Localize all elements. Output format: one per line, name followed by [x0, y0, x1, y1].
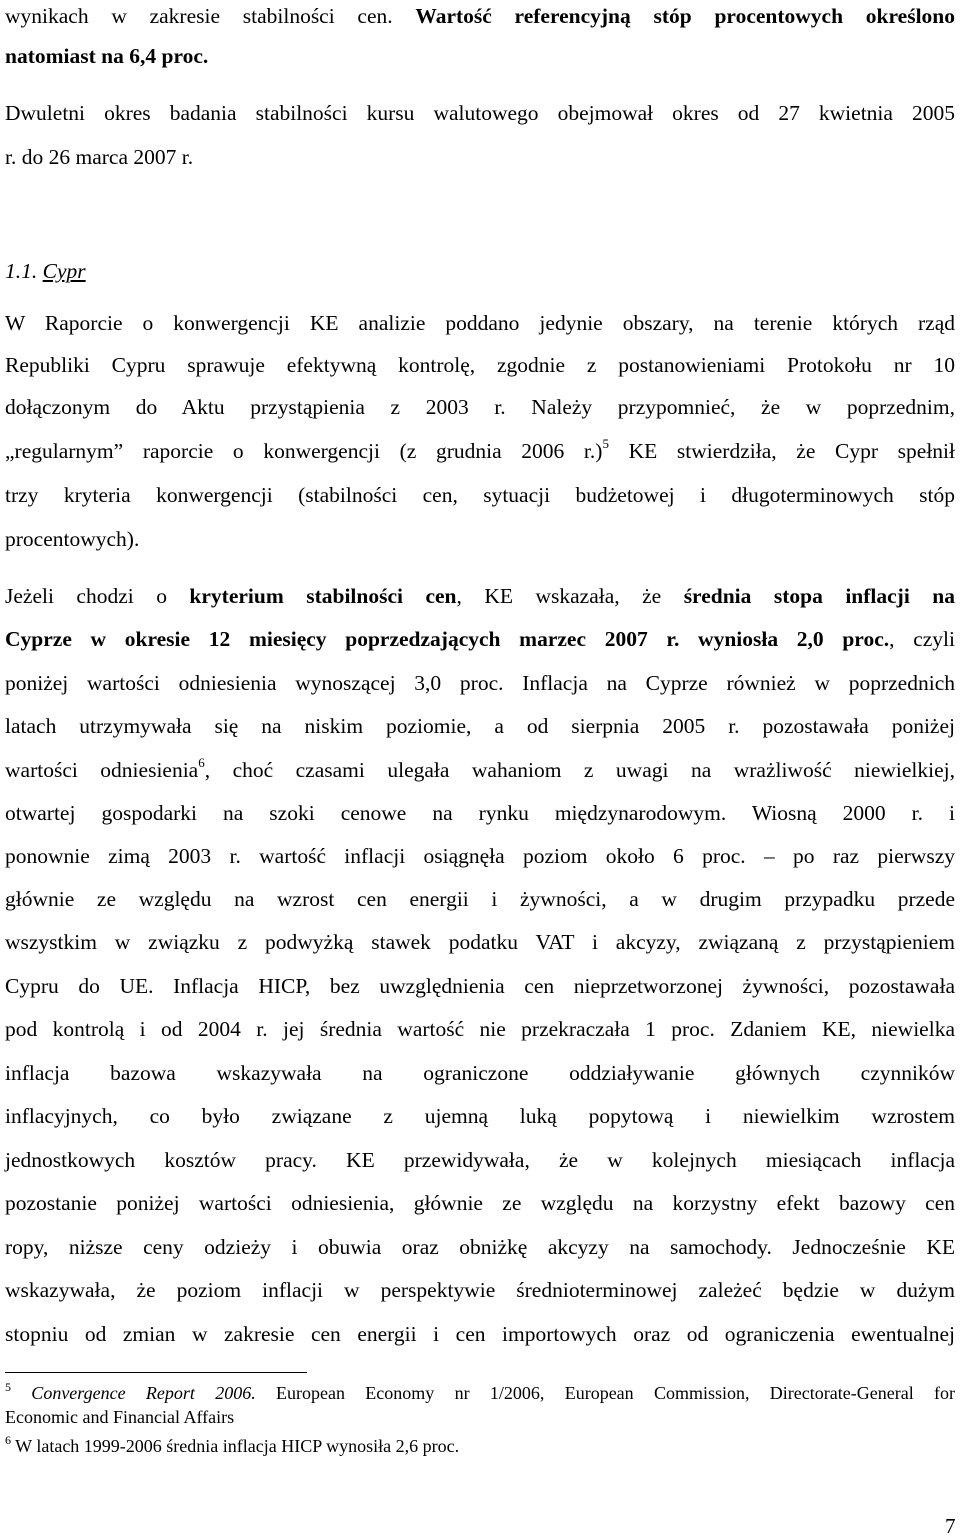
text-line	[5, 755, 955, 782]
footnote-5-line-2: Economic and Financial Affairs	[5, 1407, 235, 1427]
footnote-ref: 6	[198, 755, 205, 770]
text-line: stopniu od zmian w zakresie cen energii i cen importowych oraz od ograniczenia ewentualnej	[5, 1322, 955, 1346]
text-line: procentowych).	[5, 527, 140, 551]
text-run: wartości odniesienia	[5, 758, 199, 782]
footnote-separator	[5, 1372, 307, 1373]
text-line: W Raporcie o konwergencji KE analizie poddano jedynie obszary, na terenie których rząd	[5, 311, 955, 335]
text-run: , KE wskazała, że	[456, 584, 684, 608]
text-run: Jeżeli chodzi o	[5, 584, 190, 608]
text-run: , czyli	[889, 627, 955, 651]
text-run: W latach 1999-2006 średnia inflacja HICP wynosiła 2,6 proc.	[11, 1436, 460, 1456]
bold-text: Wartość referencyjną stóp procentowych określono	[415, 4, 955, 28]
text-line	[5, 6, 955, 28]
footnote-5	[5, 1380, 956, 1403]
text-run: European Economy nr 1/2006, European Commission, Directorate-General for	[255, 1383, 956, 1403]
text-line: otwartej gospodarki na szoki cenowe na rynku międzynarodowym. Wiosną 2000 r. i	[5, 801, 955, 825]
text-line: wskazywała, że poziom inflacji w perspektywie średnioterminowej zależeć będzie w dużym	[5, 1278, 955, 1302]
text-line: wszystkim w związku z podwyżką stawek podatku VAT i akcyzy, związaną z przystąpieniem	[5, 930, 955, 954]
text-run: „regularnym” raporcie o konwergencji (z grudnia 2006 r.)	[5, 439, 603, 463]
text-line: jednostkowych kosztów pracy. KE przewidywała, że w kolejnych miesiącach inflacja	[5, 1148, 955, 1172]
footnote-6	[5, 1433, 955, 1456]
text-run: wynikach w zakresie stabilności cen.	[5, 4, 416, 28]
text-line	[5, 629, 955, 651]
text-line: inflacja bazowa wskazywała na ograniczone oddziaływanie głównych czynników	[5, 1061, 955, 1085]
text-line: latach utrzymywała się na niskim poziomie, a od sierpnia 2005 r. pozostawała poniżej	[5, 714, 955, 738]
text-line: dołączonym do Aktu przystąpienia z 2003 r. Należy przypomnieć, że w poprzednim,	[5, 395, 955, 419]
page-number: 7	[945, 1514, 956, 1538]
text-line: trzy kryteria konwergencji (stabilności cen, sytuacji budżetowej i długoterminowych stóp	[5, 483, 955, 507]
bold-text: Cyprze w okresie 12 miesięcy poprzedzających marzec 2007 r. wyniosła 2,0 proc.	[5, 627, 890, 651]
footnote-ref: 5	[602, 436, 609, 451]
text-line: pod kontrolą i od 2004 r. jej średnia wartość nie przekraczała 1 proc. Zdaniem KE, niewielka	[5, 1017, 955, 1041]
text-line	[5, 586, 955, 608]
bold-text: średnia stopa inflacji na	[683, 584, 955, 608]
text-line: ponownie zimą 2003 r. wartość inflacji osiągnęła poziom około 6 proc. – po raz pierwszy	[5, 844, 955, 868]
section-number: 1.1.	[5, 259, 43, 283]
section-heading	[5, 261, 955, 283]
text-line	[5, 436, 955, 463]
text-line: inflacyjnych, co było związane z ujemną luką popytową i niewielkim wzrostem	[5, 1104, 955, 1128]
italic-text: Convergence Report 2006.	[11, 1383, 256, 1403]
text-line: głównie ze względu na wzrost cen energii i żywności, a w drugim przypadku przede	[5, 887, 955, 911]
text-line: ropy, niższe ceny odzieży i obuwia oraz obniżkę akcyzy na samochody. Jednocześnie KE	[5, 1235, 955, 1259]
footnote-number: 6	[5, 1433, 11, 1447]
text-line: pozostanie poniżej wartości odniesienia, głównie ze względu na korzystny efekt bazowy cen	[5, 1191, 955, 1215]
text-line: Dwuletni okres badania stabilności kursu walutowego obejmował okres od 27 kwietnia 2005	[5, 101, 955, 125]
text-line: r. do 26 marca 2007 r.	[5, 145, 194, 169]
text-run: KE stwierdziła, że Cypr spełnił	[608, 439, 955, 463]
text-run: , choć czasami ulegała wahaniom z uwagi na wrażliwość niewielkiej,	[204, 758, 955, 782]
text-line: Cypru do UE. Inflacja HICP, bez uwzględnienia cen nieprzetworzonej żywności, pozostawała	[5, 974, 955, 998]
text-line: poniżej wartości odniesienia wynoszącej 3,0 proc. Inflacja na Cyprze również w poprzednich	[5, 671, 955, 695]
text-line: Republiki Cypru sprawuje efektywną kontrolę, zgodnie z postanowieniami Protokołu nr 10	[5, 353, 955, 377]
section-title: Cypr	[42, 259, 86, 283]
text-line: natomiast na 6,4 proc.	[5, 44, 209, 68]
bold-text: kryterium stabilności cen	[189, 584, 457, 608]
footnote-number: 5	[5, 1380, 11, 1394]
